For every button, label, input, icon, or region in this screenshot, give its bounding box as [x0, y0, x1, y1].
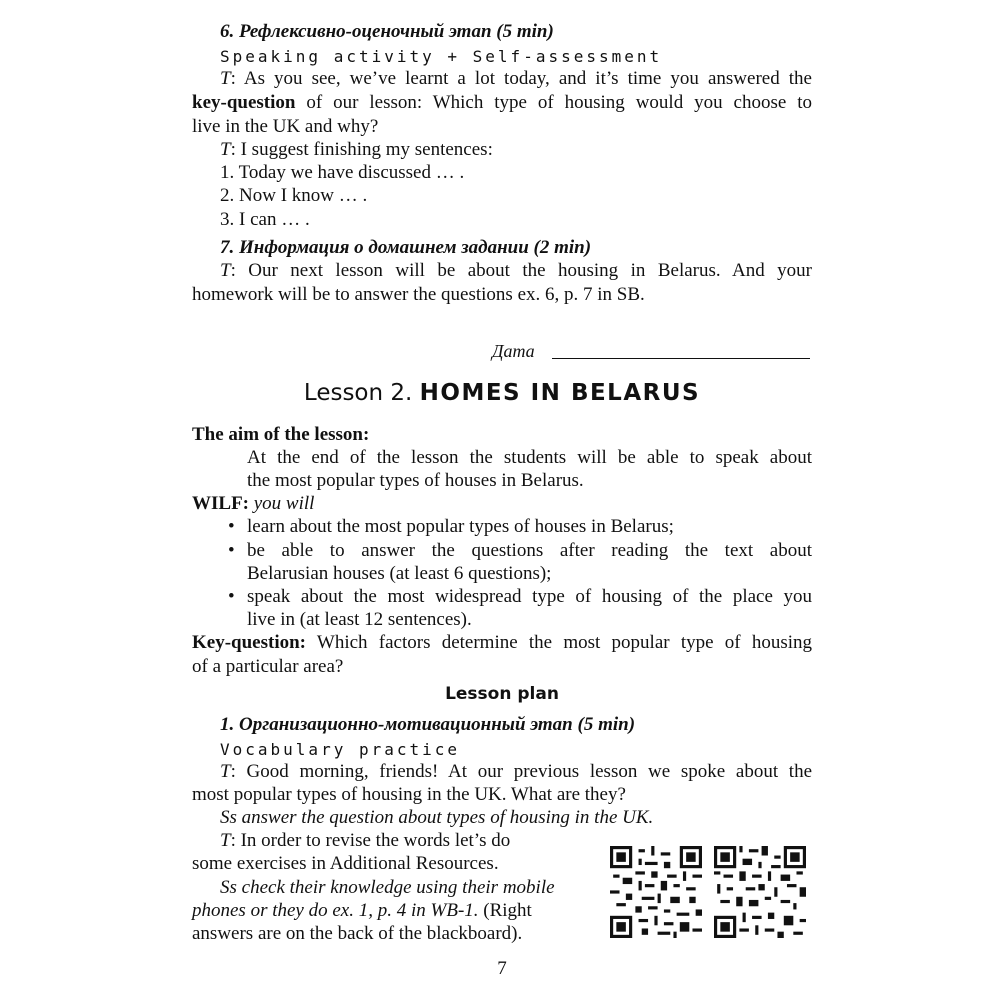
qr-code-1[interactable] [610, 846, 702, 938]
date-underline [552, 358, 810, 359]
stage1-students-line: Ss answer the question about types of housing in the UK. [220, 807, 654, 828]
lesson-plan-title: Lesson plan [445, 684, 559, 704]
stage1-teacher-line-3: T: In order to revise the words let’s do [220, 830, 511, 851]
page-number: 7 [497, 958, 507, 979]
qr-code-2[interactable] [714, 846, 806, 938]
stage1-activity: Vocabulary practice [220, 740, 461, 759]
stage1-teacher-line-4: some exercises in Additional Resources. [192, 853, 499, 874]
bullet-1-icon: • [228, 516, 235, 537]
key-question-line-1: Key-question: Which factors determine the most popular type of housing [192, 632, 812, 653]
stage1-teacher-line-2: most popular types of housing in the UK. What are they? [192, 784, 626, 805]
stage1-students-line-4: answers are on the back of the blackboard). [192, 923, 523, 944]
stage1-students-line-2: Ss check their knowledge using their mobile [220, 877, 555, 898]
date-label: Дата [492, 341, 535, 361]
sentence-2: 2. Now I know … . [220, 185, 368, 206]
bullet-3-icon: • [228, 586, 235, 607]
stage1-heading: 1. Организационно-мотивационный этап (5 min) [220, 714, 636, 735]
wilf-line: WILF: you will [192, 493, 315, 514]
stage6-teacher-line-1: T: As you see, we’ve learnt a lot today, and it’s time you answered the [220, 68, 812, 89]
wilf-bullet-3-line-2: live in (at least 12 sentences). [247, 609, 472, 630]
wilf-bullet-2-line-1: be able to answer the questions after reading the text about [247, 540, 812, 561]
stage7-line-2: homework will be to answer the questions ex. 6, p. 7 in SB. [192, 284, 645, 305]
wilf-bullet-1: learn about the most popular types of houses in Belarus; [247, 516, 674, 537]
sentence-1: 1. Today we have discussed … . [220, 162, 465, 183]
aim-line-2: the most popular types of houses in Belarus. [247, 470, 584, 491]
stage6-heading: 6. Рефлексивно-оценочный этап (5 min) [220, 21, 554, 42]
stage6-teacher-line-3: live in the UK and why? [192, 116, 379, 137]
stage6-teacher-line-2: key-question of our lesson: Which type of housing would you choose to [192, 92, 812, 113]
sentence-3: 3. I can … . [220, 209, 310, 230]
lesson-title: Lesson 2. HOMES IN BELARUS [303, 380, 701, 406]
aim-line-1: At the end of the lesson the students will be able to speak about [247, 447, 812, 468]
bullet-2-icon: • [228, 540, 235, 561]
wilf-bullet-2-line-2: Belarusian houses (at least 6 questions); [247, 563, 552, 584]
aim-label: The aim of the lesson: [192, 424, 370, 445]
stage1-teacher-line-1: T: Good morning, friends! At our previous lesson we spoke about the [220, 761, 812, 782]
key-question-line-2: of a particular area? [192, 656, 344, 677]
document-page [192, 0, 812, 1000]
wilf-bullet-3-line-1: speak about the most widespread type of housing of the place you [247, 586, 812, 607]
stage1-students-line-3: phones or they do ex. 1, p. 4 in WB-1. (Right [192, 900, 532, 921]
stage6-activity: Speaking activity + Self-assessment [220, 47, 663, 66]
stage6-teacher-line-4: T: I suggest finishing my sentences: [220, 139, 493, 160]
stage7-heading: 7. Информация о домашнем задании (2 min) [220, 237, 592, 258]
stage7-line-1: T: Our next lesson will be about the housing in Belarus. And your [220, 260, 812, 281]
